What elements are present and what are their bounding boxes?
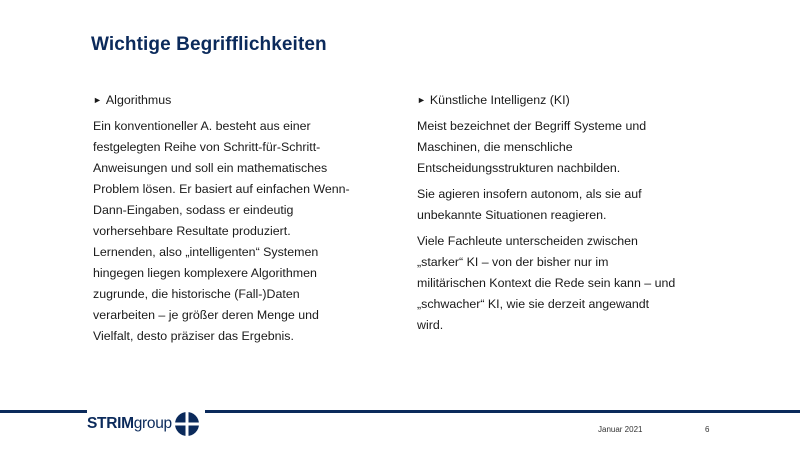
right-column [417,90,707,341]
footer-date: Januar 2021 [598,425,643,434]
paragraph-line: „schwacher“ KI, wie sie derzeit angewandt [417,297,650,311]
paragraph-line: Anweisungen und soll ein mathematisches [93,161,328,175]
logo-text-light: group [133,415,172,432]
paragraph-line: Problem lösen. Er basiert auf einfachen Wenn- [93,182,350,196]
paragraph-line: Lernenden, also „intelligenten“ Systemen [93,245,319,259]
left-column [93,90,378,352]
bullet-arrow-icon: ► [93,95,102,105]
paragraph-line: Meist bezeichnet der Begriff Systeme und [417,119,647,133]
paragraph-line: Ein konventioneller A. besteht aus einer [93,119,311,133]
right-heading [417,90,707,112]
left-heading-label: Algorithmus [105,93,172,107]
paragraph-line: festgelegten Reihe von Schritt-für-Schritt- [93,140,321,154]
paragraph-line: militärischen Kontext die Rede sein kann – und [417,276,676,290]
right-heading-label: Künstliche Intelligenz (KI) [429,93,570,107]
paragraph-line: Maschinen, die menschliche [417,140,573,154]
paragraph-line: Viele Fachleute unterscheiden zwischen [417,234,638,248]
quartered-circle-logo-icon [174,411,200,437]
paragraph-line: wird. [417,318,444,332]
paragraph-line: Dann-Eingaben, sodass er eindeutig [93,203,294,217]
logo-text-bold: STRIM [87,415,134,432]
paragraph-line: hingegen liegen komplexere Algorithmen [93,266,317,280]
bullet-arrow-icon: ► [417,95,426,105]
right-paragraph-3 [417,231,707,336]
right-paragraph-2 [417,184,707,226]
paragraph-line: verarbeiten – je größer deren Menge und [93,308,319,322]
paragraph-line: Vielfalt, desto präziser das Ergebnis. [93,329,294,343]
logo-wordmark [87,415,172,433]
paragraph-line: unbekannte Situationen reagieren. [417,208,607,222]
paragraph-line: Entscheidungsstrukturen nachbilden. [417,161,621,175]
left-paragraph [93,116,378,347]
slide-title: Wichtige Begrifflichkeiten [91,34,327,55]
paragraph-line: Sie agieren insofern autonom, als sie auf [417,187,642,201]
company-logo [87,407,205,441]
right-paragraph-1 [417,116,707,179]
page-number: 6 [705,425,710,434]
paragraph-line: vorhersehbare Resultate produziert. [93,224,291,238]
paragraph-line: zugrunde, die historische (Fall-)Daten [93,287,300,301]
paragraph-line: „starker“ KI – von der bisher nur im [417,255,609,269]
left-heading [93,90,378,112]
